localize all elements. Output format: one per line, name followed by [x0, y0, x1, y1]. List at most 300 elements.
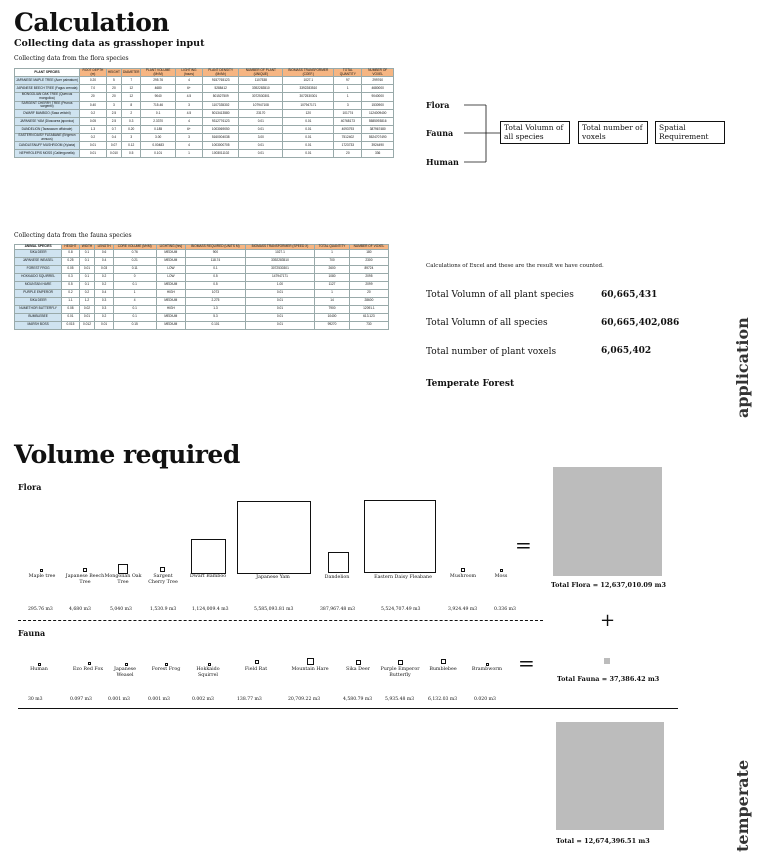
- flora-heading: Flora: [18, 482, 42, 492]
- table-row: [15, 265, 389, 273]
- fauna-table-cell: MEDIUM: [156, 281, 186, 289]
- flora-table-cell: 4093793: [334, 126, 362, 134]
- result-label: Total Volumn of all species: [426, 318, 548, 328]
- flora-table-cell: 20: [106, 93, 121, 101]
- flora-species-name: Mushroom: [449, 574, 477, 579]
- flora-header-cell: NUMBER OF PLANT (UNIQUE): [239, 69, 283, 77]
- flora-table-cell: JAPANESE BEECH TREE (Fagus crenata): [15, 85, 80, 93]
- fauna-table-cell: 3072530301: [245, 265, 314, 273]
- flora-table-cell: 5585093816: [362, 118, 394, 126]
- fauna-table-cell: 0.01: [245, 297, 314, 305]
- requirement-box-spatial: Spatial Requirement: [655, 121, 725, 144]
- flora-species-name: Dwarf Bamboo: [189, 574, 227, 579]
- fauna-table-cell: LOW: [156, 273, 186, 281]
- fauna-table-cell: 0.05: [62, 265, 79, 273]
- fauna-label: Fauna: [426, 128, 454, 138]
- flora-header-cell: PLANT DENSITY (M²/M²): [203, 69, 239, 77]
- volume-square: [88, 662, 91, 665]
- flora-table-cell: 336: [362, 150, 394, 158]
- volume-square: [364, 500, 436, 573]
- fauna-table-cell: 0.03: [95, 265, 114, 273]
- fauna-table-cell: 1027.1: [245, 249, 314, 257]
- fauna-species-name: Purple Emperor Butterfly: [380, 667, 420, 678]
- fauna-table-cell: 0.01: [245, 313, 314, 321]
- flora-header-cell: HEIGHT: [106, 69, 121, 77]
- fauna-table-cell: 0.3: [95, 297, 114, 305]
- volume-square: [208, 663, 211, 666]
- flora-header-cell: NUMBER OF VOXEL: [362, 69, 394, 77]
- volume-square: [461, 568, 465, 572]
- flora-table-cell: 20: [106, 85, 121, 93]
- flora-table-cell: 295.76: [141, 77, 175, 85]
- fauna-table-cell: 0.01: [245, 289, 314, 297]
- fauna-table-cell: 14: [315, 297, 350, 305]
- fauna-table-cell: 0.5: [186, 273, 246, 281]
- flora-table-cell: 4: [175, 77, 202, 85]
- fauna-table-cell: HIGH: [156, 305, 186, 313]
- fauna-table-cell: 1.00: [245, 281, 314, 289]
- fauna-table-cell: 0.21: [113, 257, 156, 265]
- flora-table-cell: 5160004038: [203, 134, 239, 142]
- flora-table-cell: 0.01: [239, 118, 283, 126]
- flora-table-cell: 5013413580: [203, 110, 239, 118]
- flora-table-cell: NEPHROLEPIS MOSS (Calliergonella): [15, 150, 80, 158]
- fauna-table-cell: MOUNTAIN HARE: [15, 281, 62, 289]
- table-row: [15, 77, 394, 85]
- fauna-table-cell: 118.74: [186, 257, 246, 265]
- fauna-table-cell: 0.3: [62, 273, 79, 281]
- fauna-table-cell: 2300: [349, 257, 388, 265]
- flora-table-cell: 12: [121, 85, 140, 93]
- fauna-species-value: 0.001 m3: [108, 697, 130, 702]
- flora-table-cell: 0.01: [283, 118, 334, 126]
- flora-table-cell: 3924490: [362, 142, 394, 150]
- fauna-table-cell: 0.6: [95, 249, 114, 257]
- fauna-table-cell: 0.01: [95, 321, 114, 329]
- volume-square: [237, 501, 311, 574]
- flora-species-value: 0.336 m3: [494, 607, 516, 612]
- fauna-species-name: Japanese Weasel: [114, 667, 136, 678]
- flora-header-cell: LIGHTING (hours): [175, 69, 202, 77]
- fauna-table-cell: 0.101: [186, 321, 246, 329]
- flora-species-value: 5,524,707.49 m3: [381, 607, 421, 612]
- flora-table-cell: 3392283510: [239, 85, 283, 93]
- flora-table-cell: JAPANESE YAM (Dioscorea japonica): [15, 118, 80, 126]
- flora-table-cell: 3072530301: [283, 93, 334, 101]
- flora-header-cell: PLANT SPECIES: [15, 69, 80, 77]
- fauna-table-cell: 0.25: [62, 257, 79, 265]
- volume-square: [165, 663, 168, 666]
- fauna-data-table: [14, 244, 389, 330]
- flora-table-cell: 4680: [141, 85, 175, 93]
- flora-species-value: 1,530.9 m3: [150, 607, 177, 612]
- flora-table-cell: 0.01: [283, 142, 334, 150]
- flora-table-cell: 0.3: [121, 118, 140, 126]
- fauna-table-cell: 0.2: [95, 313, 114, 321]
- fauna-header-cell: LENGTH: [95, 245, 114, 250]
- fauna-header-cell: WIDTH: [79, 245, 95, 250]
- flora-table-cell: 0.01: [283, 134, 334, 142]
- flora-table-cell: 2.5: [106, 110, 121, 118]
- flora-table-cell: 3392283510: [283, 85, 334, 93]
- fauna-table-cell: 1127: [315, 281, 350, 289]
- flora-species-name: Dandelion: [324, 575, 350, 580]
- flora-table-cell: 1027.1: [283, 77, 334, 85]
- volume-square: [38, 663, 41, 666]
- flora-species-value: 4,680 m3: [69, 607, 91, 612]
- fauna-table-cell: LOW: [156, 265, 186, 273]
- flora-table-cell: 3: [334, 101, 362, 109]
- flora-table-cell: 7: [121, 77, 140, 85]
- flora-table-cell: 9040000: [362, 93, 394, 101]
- flora-table-cell: 107947108: [239, 101, 283, 109]
- volume-square: [118, 564, 128, 574]
- fauna-species-name: Forest Frog: [151, 667, 181, 672]
- flora-table-cell: 0.01: [239, 126, 283, 134]
- flora-caption: Collecting data from the flora species: [14, 55, 129, 62]
- fauna-table-cell: 2600: [315, 265, 350, 273]
- flora-table-cell: DWARF BAMBOO (Sasa veitchii): [15, 110, 80, 118]
- vertical-label-application: application: [733, 317, 752, 418]
- flora-table-cell: 101774: [334, 110, 362, 118]
- fauna-caption: Collecting data from the fauna species: [14, 232, 132, 239]
- result-label: Total number of plant voxels: [426, 347, 557, 357]
- fauna-header-cell: BIOMASS REQUIRED (UNITS M): [186, 245, 246, 250]
- table-row: [15, 134, 394, 142]
- flora-table-cell: EASTERN DAISY FLEABANE (Erigeron annuus): [15, 134, 80, 142]
- flora-table-cell: 1107538: [239, 77, 283, 85]
- fauna-table-cell: 0.2: [79, 289, 95, 297]
- flora-table-cell: 0.20: [79, 77, 106, 85]
- flora-table-cell: 1107335302: [203, 101, 239, 109]
- fauna-table-cell: 613.123: [349, 313, 388, 321]
- table-row: [15, 150, 394, 158]
- fauna-table-cell: 5.3: [186, 313, 246, 321]
- flora-table-cell: 0.7: [106, 126, 121, 134]
- flora-species-name: Sargent Cherry Tree: [148, 574, 178, 585]
- flora-table-cell: 1003000705: [203, 142, 239, 150]
- fauna-table-cell: 0.11: [113, 265, 156, 273]
- flora-data-table: [14, 68, 394, 158]
- fauna-table-cell: MEDIUM: [156, 321, 186, 329]
- flora-species-value: 295.76 m3: [28, 607, 53, 612]
- result-value: 60,665,402,086: [601, 318, 680, 328]
- fauna-table-cell: 1: [315, 249, 350, 257]
- flora-table-cell: 1: [334, 93, 362, 101]
- flora-header-cell: BIOMASS TRANSFORMER (COEF.): [283, 69, 334, 77]
- fauna-species-name: Bumblebee: [429, 667, 457, 672]
- table-row: [15, 110, 394, 118]
- flora-table-cell: 9040: [141, 93, 175, 101]
- volume-square: [500, 569, 503, 572]
- flora-table-cell: 3: [106, 101, 121, 109]
- flora-table-cell: 6+: [175, 85, 202, 93]
- fauna-species-name: Human: [30, 667, 48, 672]
- fauna-species-name: Hokkaido Squirrel: [196, 667, 220, 678]
- fauna-table-cell: 1: [113, 289, 156, 297]
- flora-table-cell: DANDELION (Taraxacum officinale): [15, 126, 80, 134]
- fauna-table-cell: JAPANESE WEASEL: [15, 257, 62, 265]
- flora-table-cell: 5: [106, 77, 121, 85]
- fauna-table-cell: 0.1: [113, 313, 156, 321]
- flora-species-value: 5,585,093.81 m3: [254, 607, 294, 612]
- fauna-table-cell: 1: [315, 289, 350, 297]
- flora-table-cell: 7512402: [334, 134, 362, 142]
- requirement-box-volume: Total Volumn of all species: [500, 121, 570, 144]
- fauna-table-cell: 2.275: [186, 297, 246, 305]
- flora-table-cell: 0.1: [141, 110, 175, 118]
- flora-table-cell: 0.01: [79, 142, 106, 150]
- flora-table-cell: 1: [334, 85, 362, 93]
- flora-table-cell: 1124009400: [362, 110, 394, 118]
- fauna-species-value: 138.77 m3: [237, 697, 262, 702]
- fauna-table-cell: 147947171: [245, 273, 314, 281]
- flora-header-cell: TOTAL QUANTITY: [334, 69, 362, 77]
- flora-table-cell: 3: [175, 134, 202, 142]
- flora-table-cell: 0.4: [106, 134, 121, 142]
- fauna-table-cell: 0.3: [95, 305, 114, 313]
- grand-total-block: [556, 722, 664, 830]
- volume-square: [160, 567, 165, 572]
- flora-table-cell: 2.3370: [141, 118, 175, 126]
- flora-total-block: [553, 467, 662, 576]
- flora-table-cell: 3.00: [141, 134, 175, 142]
- flora-table-cell: 0.07: [106, 142, 121, 150]
- table-row: [15, 118, 394, 126]
- fauna-table-cell: 0.1: [113, 305, 156, 313]
- flora-table-cell: 2.5: [106, 118, 121, 126]
- flora-table-cell: 3072530301: [239, 93, 283, 101]
- fauna-table-cell: SIKA DEER: [15, 297, 62, 305]
- flora-table-cell: 4: [175, 118, 202, 126]
- fauna-header-cell: CORE VOLUME (M³/M): [113, 245, 156, 250]
- flora-table-cell: 0.20: [121, 126, 140, 134]
- flora-table-cell: 0.12: [121, 142, 140, 150]
- page-title: Calculation: [14, 8, 170, 37]
- page-subtitle: Collecting data as grasshoper input: [14, 38, 205, 49]
- fauna-table-cell: 0.8: [62, 249, 79, 257]
- fauna-table-cell: 2095: [349, 273, 388, 281]
- volume-square: [441, 659, 446, 664]
- fauna-species-value: 6,132.03 m3: [428, 697, 458, 702]
- fauna-header-cell: BIOMASS TRANSFORMER (SPEED X): [245, 245, 314, 250]
- total-fauna: Total Fauna = 37,386.42 m3: [557, 675, 660, 683]
- flora-table-cell: 0.2: [79, 134, 106, 142]
- fauna-table-cell: 0.5: [186, 281, 246, 289]
- fauna-species-name: Ezo Red Fox: [72, 667, 104, 672]
- flora-table-cell: CANDLESNUFF MUSHROOM (Xylaria): [15, 142, 80, 150]
- volume-square: [307, 658, 314, 665]
- fauna-table-cell: 28600: [349, 297, 388, 305]
- flora-table-cell: 1: [175, 150, 202, 158]
- flora-table-cell: 2: [121, 110, 140, 118]
- table-row: [15, 273, 389, 281]
- flora-table-cell: 0.00483: [141, 142, 175, 150]
- flora-header-cell: ROOT DEPTH (m): [79, 69, 106, 77]
- fauna-species-name: Brambworm: [471, 667, 503, 672]
- fauna-table-cell: 0.015: [62, 321, 79, 329]
- fauna-species-name: Mountain Hare: [291, 667, 329, 672]
- fauna-heading: Fauna: [18, 628, 46, 638]
- fauna-species-value: 0.001 m3: [148, 697, 170, 702]
- result-label: Total Volumn of all plant species: [426, 290, 574, 300]
- volume-square: [486, 663, 489, 666]
- fauna-table-cell: 12091.1: [349, 305, 388, 313]
- fauna-table-cell: PURPLE EMPEROR: [15, 289, 62, 297]
- flora-species-name: Moss: [494, 574, 508, 579]
- fauna-table-cell: 0.08: [62, 305, 79, 313]
- flora-table-cell: 7.0: [79, 85, 106, 93]
- flora-table-cell: 0.185: [141, 126, 175, 134]
- flora-table-cell: 20: [79, 93, 106, 101]
- flora-table-cell: 0.5: [121, 150, 140, 158]
- plus-sign: +: [600, 610, 616, 631]
- flora-species-value: 387,967.48 m3: [320, 607, 356, 612]
- fauna-table-cell: 1073: [186, 289, 246, 297]
- table-row: [15, 313, 389, 321]
- fauna-table-cell: 0.01: [245, 305, 314, 313]
- flora-table-cell: 0.01: [283, 126, 334, 134]
- flora-species-value: 5,040 m3: [110, 607, 132, 612]
- dashed-separator: [18, 620, 543, 621]
- flora-species-name: Japanese Beech Tree: [65, 574, 105, 585]
- result-value: 60,665,431: [601, 290, 658, 300]
- table-row: [15, 321, 389, 329]
- flora-table-cell: JAPANESE MAPLE TREE (Acer palmatum): [15, 77, 80, 85]
- fauna-table-cell: 3392283510: [245, 257, 314, 265]
- fauna-header-cell: ANIMAL SPECIES: [15, 245, 62, 250]
- fauna-table-cell: NUMETHOR BUTTERFLY: [15, 305, 62, 313]
- fauna-species-value: 20,709.22 m3: [288, 697, 321, 702]
- fauna-species-value: 4,580.79 m3: [343, 697, 373, 702]
- fauna-table-cell: 0.2: [62, 289, 79, 297]
- fauna-table-cell: 0.1: [113, 281, 156, 289]
- flora-table-cell: 6+: [175, 126, 202, 134]
- fauna-table-cell: 4: [113, 297, 156, 305]
- equals-sign: =: [518, 651, 535, 675]
- fauna-table-cell: 0.01: [62, 313, 79, 321]
- flora-table-cell: 1723733: [334, 142, 362, 150]
- flora-species-name: Mongolian Oak Tree: [104, 574, 142, 585]
- flora-table-cell: 107947171: [283, 101, 334, 109]
- flora-label: Flora: [426, 100, 450, 110]
- fauna-species-value: 0.020 m3: [474, 697, 496, 702]
- fauna-header-cell: TOTAL QUANTITY: [315, 245, 350, 250]
- fauna-table-cell: 0.01: [79, 265, 95, 273]
- flora-table-cell: 20: [334, 150, 362, 158]
- fauna-table-cell: BUMBLEBEE: [15, 313, 62, 321]
- flora-species-value: 3,924.49 m3: [448, 607, 478, 612]
- flora-table-cell: 0.01: [79, 150, 106, 158]
- flora-table-cell: 9157765123: [203, 77, 239, 85]
- volume-square: [40, 569, 43, 572]
- table-row: [15, 101, 394, 109]
- flora-table-cell: 120: [283, 110, 334, 118]
- fauna-table-cell: 0.1: [79, 273, 95, 281]
- fauna-table-cell: MEDIUM: [156, 297, 186, 305]
- fauna-table-cell: FOREST FROG: [15, 265, 62, 273]
- forest-type: Temperate Forest: [426, 379, 515, 389]
- flora-table-cell: 0.05: [79, 118, 106, 126]
- flora-table-cell: 1.3: [79, 126, 106, 134]
- human-label: Human: [426, 157, 459, 167]
- fauna-table-cell: MEDIUM: [156, 313, 186, 321]
- flora-table-cell: SARGENT CHERRY TREE (Prunus sargentii): [15, 101, 80, 109]
- fauna-table-cell: 730: [349, 321, 388, 329]
- flora-table-cell: 0.40: [79, 101, 106, 109]
- flora-species-name: Maple tree: [28, 574, 56, 579]
- fauna-table-cell: 0.4: [95, 289, 114, 297]
- table-row: [15, 93, 394, 101]
- table-row: [15, 289, 389, 297]
- section-title: Volume required: [14, 440, 240, 469]
- flora-table-cell: 4.5: [175, 93, 202, 101]
- fauna-species-value: 0.002 m3: [192, 697, 214, 702]
- fauna-species-value: 0.097 m3: [70, 697, 92, 702]
- fauna-table-cell: HOKKAIDO SQUIRREL: [15, 273, 62, 281]
- fauna-table-cell: 0.4: [95, 257, 114, 265]
- flora-table-cell: 387967480: [362, 126, 394, 134]
- fauna-table-cell: 0.5: [62, 281, 79, 289]
- fauna-table-cell: MEDIUM: [156, 249, 186, 257]
- flora-table-cell: 4.5: [175, 110, 202, 118]
- fauna-table-cell: 0.02: [79, 305, 95, 313]
- flora-table-cell: 4680000: [362, 85, 394, 93]
- fauna-header-cell: HEIGHT: [62, 245, 79, 250]
- fauna-table-cell: MARSH BOSS: [15, 321, 62, 329]
- fauna-table-cell: 7900: [315, 305, 350, 313]
- flora-table-cell: 0.01: [283, 150, 334, 158]
- flora-table-cell: 5288412: [203, 85, 239, 93]
- fauna-table-cell: 0.15: [113, 321, 156, 329]
- flora-species-name: Eastern Daisy Fleabane: [374, 575, 432, 580]
- table-row: [15, 257, 389, 265]
- grand-total: Total = 12,674,396.51 m3: [556, 837, 650, 845]
- requirement-box-voxels: Total number of voxels: [578, 121, 648, 144]
- flora-table-cell: 40768173: [334, 118, 362, 126]
- flora-table-cell: 0.101: [141, 150, 175, 158]
- volume-square: [125, 663, 128, 666]
- fauna-table-cell: 89724: [349, 265, 388, 273]
- total-separator: [18, 708, 678, 709]
- flora-table-cell: 501527509: [203, 93, 239, 101]
- fauna-table-cell: 0: [113, 273, 156, 281]
- fauna-table-cell: 2099: [349, 281, 388, 289]
- flora-header-cell: PLANT VOLUME (M³/M): [141, 69, 175, 77]
- calc-note: Calculations of Excel and these are the result we have counted.: [426, 263, 604, 269]
- flora-header-cell: DIAMETER: [121, 69, 140, 77]
- fauna-table-cell: 0.1: [186, 265, 246, 273]
- flora-table-cell: 715.46: [141, 101, 175, 109]
- flora-species-name: Japanese Yam: [256, 575, 290, 580]
- fauna-table-cell: 900: [186, 249, 246, 257]
- volume-square: [83, 568, 87, 572]
- flora-table-cell: 1003069050: [203, 126, 239, 134]
- flora-table-cell: 0.01: [239, 142, 283, 150]
- fauna-species-value: 30 m3: [28, 697, 43, 702]
- fauna-table-cell: 99270: [315, 321, 350, 329]
- fauna-table-cell: 20: [349, 289, 388, 297]
- volume-square: [191, 539, 226, 574]
- flora-table-cell: 1003011102: [203, 150, 239, 158]
- fauna-table-cell: 0.01: [245, 321, 314, 329]
- fauna-table-cell: 1080: [315, 273, 350, 281]
- total-flora: Total Flora = 12,637,010.09 m3: [551, 581, 667, 589]
- fauna-table-cell: MEDIUM: [156, 257, 186, 265]
- table-row: [15, 305, 389, 313]
- flora-table-cell: 0.01: [239, 150, 283, 158]
- fauna-total-block: [604, 658, 610, 664]
